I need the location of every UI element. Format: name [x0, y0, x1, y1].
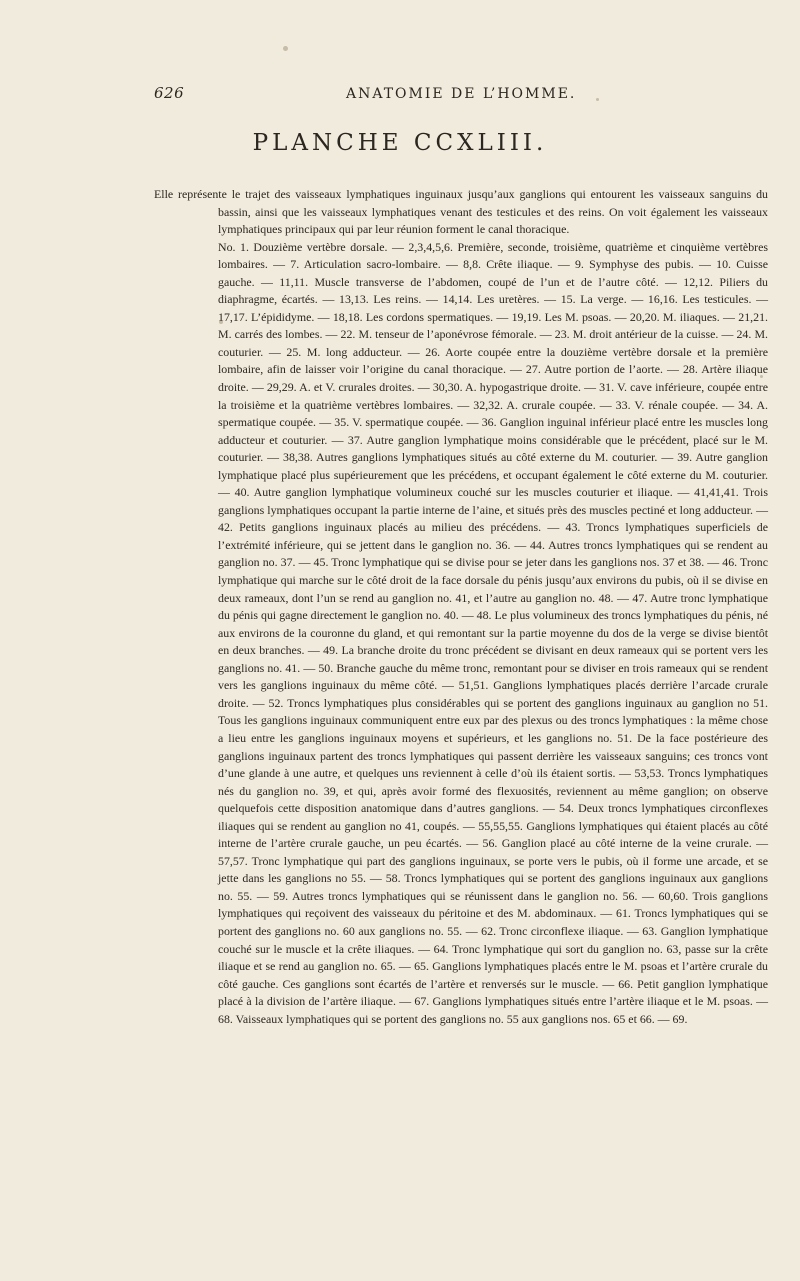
ink-speck	[760, 375, 763, 378]
ink-speck	[596, 98, 599, 101]
intro-paragraph: Elle représente le trajet des vaisseaux lymphatiques inguinaux jusqu’aux ganglions qui entourent les vaisseaux sanguins du bassin, ainsi que les vaisseaux lymphatiques venant des testicules et des reins. On voit également les vaisseaux lymphatiques principaux qui par leur réunion forment le canal thoracique.	[154, 187, 768, 237]
plate-title: PLANCHE CCXLIII.	[252, 130, 548, 156]
ink-speck	[219, 320, 223, 324]
body-text	[154, 186, 768, 1028]
ink-speck	[283, 46, 288, 51]
page-header	[150, 84, 610, 106]
page-number: 626	[154, 84, 185, 102]
running-head: ANATOMIE DE L’HOMME.	[346, 86, 577, 102]
legend-paragraph: No. 1. Douzième vertèbre dorsale. — 2,3,4,5,6. Première, seconde, troisième, quatrième et cinquième vertèbres lombaires. — 7. Articulation sacro-lombaire. — 8,8. Crête iliaque. — 9. Symphyse des pubis. — 10. Cuisse gauche. — 11,11. Muscle transverse de l’abdomen, coupé de l’un et de l’autre côté. — 12,12. Piliers du diaphragme, écartés. — 13,13. Les reins. — 14,14. Les uretères. — 15. La verge. — 16,16. Les testicules. — 17,17. L’épididyme. — 18,18. Les cordons spermatiques. — 19,19. Les M. psoas. — 20,20. M. iliaques. — 21,21. M. carrés des lombes. — 22. M. tenseur de l’aponévrose fémorale. — 23. M. droit antérieur de la cuisse. — 24. M. couturier. — 25. M. long adducteur. — 26. Aorte coupée entre la douzième vertèbre dorsale et la première lombaire, afin de laisser voir l’origine du canal thoracique. — 27. Autre portion de l’aorte. — 28. Artère iliaque droite. — 29,29. A. et V. crurales droites. — 30,30. A. hypogastrique droite. — 31. V. cave inférieure, coupée entre la troisième et la quatrième vertèbres lombaires. — 32,32. A. crurale coupée. — 33. V. rénale coupée. — 34. A. spermatique coupée. — 35. V. spermatique coupée. — 36. Ganglion inguinal inférieur placé entre les muscles long adducteur et couturier. — 37. Autre ganglion lymphatique moins considérable que le précédent, placé sur le M. couturier. — 38,38. Autres ganglions lymphatiques situés au côté externe du M. couturier. — 39. Autre ganglion lymphatique placé plus supérieurement que les précédens, et occupant également le côté externe du M. couturier. — 40. Autre ganglion lymphatique volumineux couché sur les muscles couturier et iliaque. — 41,41,41. Trois ganglions lymphatiques occupant la partie interne de l’aine, et situés près des muscles pectiné et long adducteur. — 42. Petits ganglions inguinaux placés au milieu des précédens. — 43. Troncs lymphatiques superficiels de l’extrémité inférieure, qui se jettent dans le ganglion no. 36. — 44. Autres troncs lymphatiques qui se rendent au ganglion no. 37. — 45. Tronc lymphatique qui se divise pour se jeter dans les ganglions nos. 37 et 38. — 46. Tronc lymphatique qui marche sur le côté droit de la face dorsale du pénis jusqu’aux environs du pubis, où il se divise en deux rameaux, dont l’un se rend au ganglion no. 41, et l’autre au ganglion no. 48. — 47. Autre tronc lymphatique du pénis qui gagne directement le ganglion no. 40. — 48. Le plus volumineux des troncs lymphatiques du pénis, né aux environs de la couronne du gland, et qui remontant sur la partie moyenne du dos de la verge se divise bientôt en deux branches. — 49. La branche droite du tronc précédent se divisant en deux rameaux qui se portent vers les ganglions no. 41. — 50. Branche gauche du même tronc, remontant pour se diviser en trois rameaux qui se rendent vers les ganglions inguinaux du même côté. — 51,51. Ganglions lymphatiques placés derrière l’arcade crurale droite. — 52. Troncs lymphatiques plus considérables qui se portent des ganglions inguinaux au ganglion no 51. Tous les ganglions inguinaux communiquent entre eux par des plexus ou des troncs lymphatiques : la même chose a lieu entre les ganglions inguinaux moyens et supérieurs, et les ganglions no. 51. De la face postérieure des ganglions inguinaux partent des troncs lymphatiques qui passent derrière les vaisseaux sanguins; ces troncs vont d’une glande à une autre, et quelques uns reviennent à celle d’où ils étaient sortis. — 53,53. Troncs lymphatiques nés du ganglion no. 39, et qui, après avoir formé des flexuosités, reviennent au même ganglion; on observe quelquefois cette disposition anatomique dans d’autres ganglions. — 54. Deux troncs lymphatiques circonflexes iliaques qui se rendent au ganglion no 41, coupés. — 55,55,55. Ganglions lymphatiques qui étaient placés au côté interne de l’artère crurale gauche, un peu écartés. — 56. Ganglion placé au côté interne de la veine crurale. — 57,57. Tronc lymphatique qui part des ganglions inguinaux, se porte vers le pubis, où il forme une arcade, et se jette dans les ganglions no 55. — 58. Troncs lymphatiques qui se portent des ganglions inguinaux aux ganglions no. 55. — 59. Autres troncs lymphatiques qui se réunissent dans le ganglion no. 56. — 60,60. Trois ganglions lymphatiques qui reçoivent des vaisseaux du péritoine et des M. abdominaux. — 61. Troncs lymphatiques qui se portent des ganglions no. 60 aux ganglions no. 55. — 62. Tronc circonflexe iliaque. — 63. Ganglion lymphatique couché sur le muscle et la crête iliaques. — 64. Tronc lymphatique qui sort du ganglion no. 63, passe sur la crête iliaque et se rend au ganglion no. 65. — 65. Ganglions lymphatiques placés entre le M. psoas et l’artère crurale du côté gauche. Ces ganglions sont écartés de l’artère et renversés sur le muscle. — 66. Petit ganglion lymphatique placé à la division de l’artère iliaque. — 67. Ganglions lymphatiques situés entre l’artère iliaque et le M. psoas. — 68. Vaisseaux lymphatiques qui se portent des ganglions no. 55 aux ganglions nos. 65 et 66. — 69.	[218, 239, 768, 1026]
